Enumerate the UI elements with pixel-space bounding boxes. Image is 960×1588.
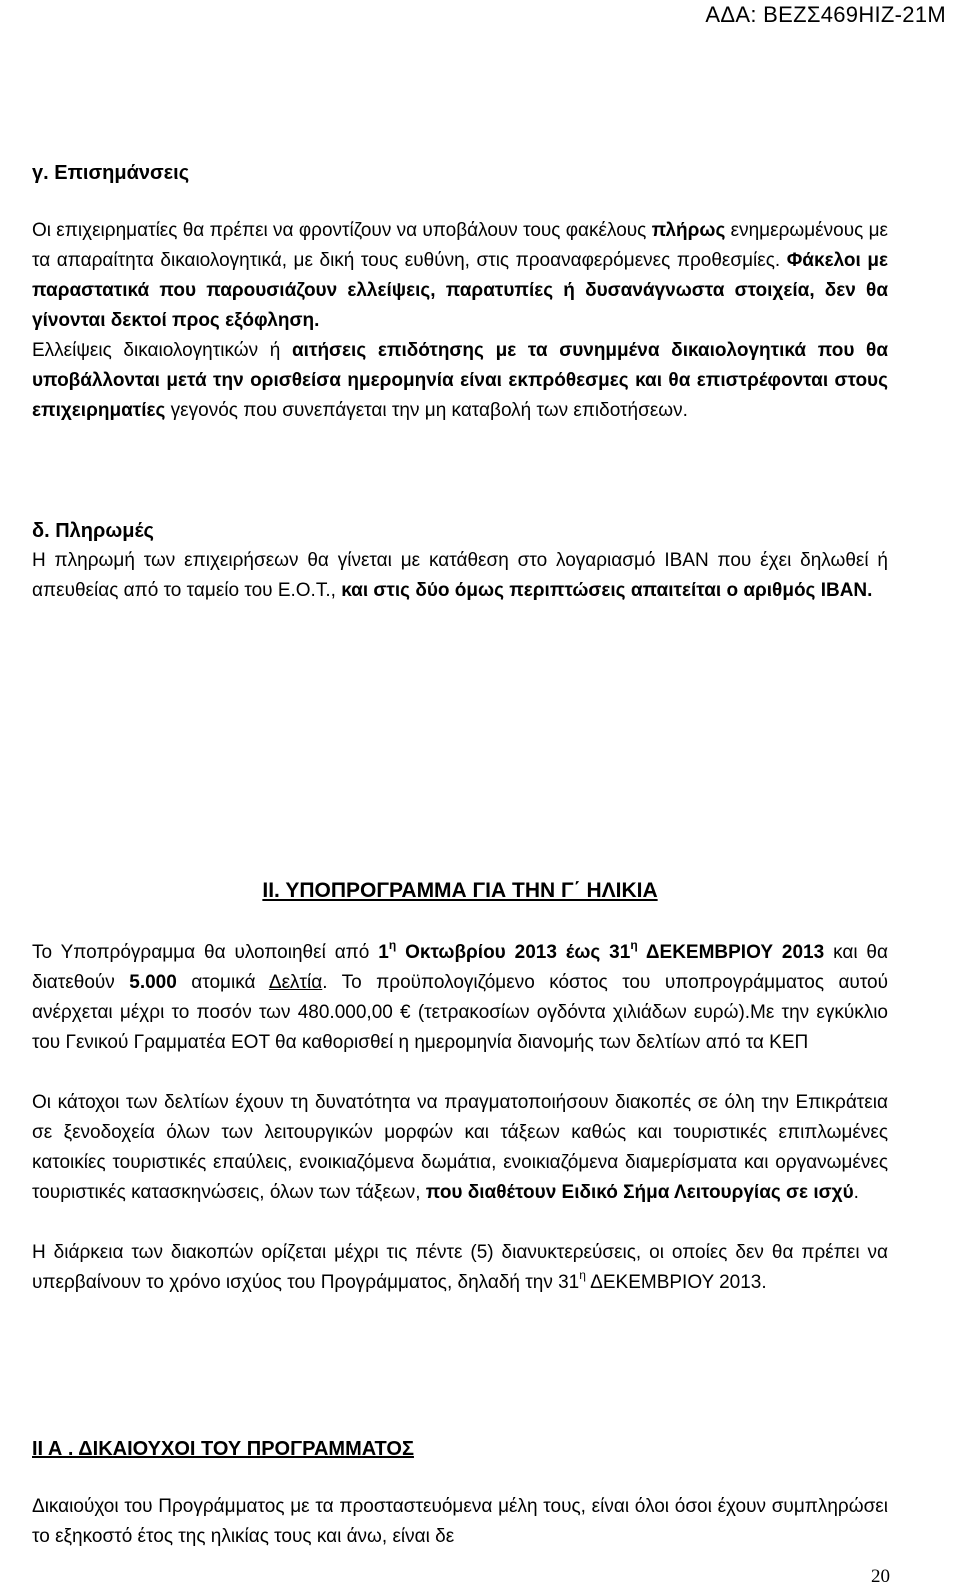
- section-g-title: γ. Επισημάνσεις: [32, 162, 190, 184]
- text-run: . Το προϋπολογιζόμενο κόστος του υποπρογράμματος αυτού ανέρχεται μέχρι το ποσόν των 480.000,00 € (τετρακοσίων ογδόντα χιλιάδων ευρώ).Με την εγκύκλιο του Γενικού Γραμματέα ΕΟΤ θα καθορισθεί η ημερομηνία διανομής των δελτίων από τα ΚΕΠ: [32, 972, 889, 1053]
- text-run: ενημερωμένους με τα απαραίτητα δικαιολογητικά, με δική τους ευθύνη, στις προαναφερόμενες προθεσμίες.: [32, 220, 888, 271]
- text-run-bold: 1: [378, 942, 389, 963]
- superscript: η: [630, 937, 638, 952]
- text-run: Οι κάτοχοι των δελτίων έχουν τη δυνατότητα να πραγματοποιήσουν διακοπές σε όλη την Επικράτεια σε ξενοδοχεία όλων των λειτουργικών μορφών και τάξεων καθώς και τουριστικές επιπλωμένες κατοικίες τουριστικές επαύλεις, ενοικιαζόμενα δωμάτια, ενοικιαζόμενα διαμερίσματα και οργανωμένες τουριστικές κατασκηνώσεις, όλων των τάξεων,: [32, 1092, 888, 1203]
- text-run-bold: Οκτωβρίου 2013 έως 31: [396, 942, 631, 963]
- section-II-paragraph-3: [32, 1238, 888, 1298]
- superscript: η: [388, 937, 397, 952]
- text-run-underlined: Δελτία: [268, 972, 323, 993]
- section-g: [32, 158, 888, 426]
- section-II-title: ΙΙ. ΥΠΟΠΡΟΓΡΑΜΜΑ ΓΙΑ ΤΗΝ Γ΄ ΗΛΙΚΙΑ: [262, 879, 658, 902]
- section-d-title: δ. Πληρωμές: [32, 520, 154, 542]
- text-run: Οι επιχειρηματίες θα πρέπει να φροντίζουν να υποβάλουν τους φακέλους: [32, 220, 652, 241]
- text-run-bold: πλήρως: [651, 220, 726, 241]
- section-IIA-title: ΙΙ Α . ΔΙΚΑΙΟΥΧΟΙ ΤΟΥ ΠΡΟΓΡΑΜΜΑΤΟΣ: [32, 1438, 414, 1460]
- section-d: [32, 516, 888, 606]
- text-run: Η διάρκεια των διακοπών ορίζεται μέχρι τις πέντε (5) διανυκτερεύσεις, οι οποίες δεν θα πρέπει να υπερβαίνουν το χρόνο ισχύος του Προγράμματος, δηλαδή την 31: [32, 1242, 888, 1293]
- text-run: .: [853, 1182, 859, 1203]
- section-II-paragraph-1: [32, 938, 888, 1058]
- superscript: η: [579, 1267, 586, 1282]
- text-run-bold: Φάκελοι με παραστατικά που παρουσιάζουν ελλείψεις, παρατυπίες ή δυσανάγνωστα στοιχεία, δεν θα γίνονται δεκτοί προς εξόφληση.: [32, 250, 888, 331]
- text-run: Το Υποπρόγραμμα θα υλοποιηθεί από: [32, 942, 379, 963]
- section-II: [32, 876, 888, 1298]
- section-II-paragraph-2: [32, 1088, 888, 1208]
- text-run-bold: αιτήσεις επιδότησης με τα συνημμένα δικαιολογητικά που θα υποβάλλονται μετά την ορισθείσα ημερομηνία είναι εκπρόθεσμες και θα επιστρέφονται στους επιχειρηματίες: [32, 340, 888, 421]
- section-g-paragraph-2: [32, 336, 888, 426]
- text-run: Η πληρωμή των επιχειρήσεων θα γίνεται με κατάθεση στο λογαριασμό ΙΒΑΝ που έχει δηλωθεί ή απευθείας από το ταμείο του Ε.Ο.Τ.,: [32, 550, 888, 601]
- text-run: ΔΕΚΕΜΒΡΙΟΥ 2013.: [585, 1272, 767, 1293]
- section-IIA: [32, 1434, 888, 1552]
- text-run: ατομικά: [176, 972, 269, 993]
- section-IIA-paragraph: [32, 1492, 888, 1552]
- page-number: 20: [871, 1566, 890, 1587]
- section-d-paragraph: [32, 546, 888, 606]
- document-code: ΑΔΑ: ΒΕΖΣ469ΗΙΖ-21Μ: [705, 2, 946, 27]
- text-run-bold: 5.000: [129, 972, 177, 993]
- text-run: Δικαιούχοι του Προγράμματος με τα προσταστευόμενα μέλη τους, είναι όλοι όσοι έχουν συμπληρώσει το εξηκοστό έτος της ηλικίας τους και άνω, είναι δε: [32, 1496, 888, 1547]
- text-run: Ελλείψεις δικαιολογητικών ή: [32, 340, 292, 361]
- text-run-bold: και στις δύο όμως περιπτώσεις απαιτείται ο αριθμός ΙΒΑΝ.: [341, 580, 873, 601]
- text-run: γεγονός που συνεπάγεται την μη καταβολή των επιδοτήσεων.: [165, 400, 688, 421]
- section-g-paragraph-1: [32, 216, 888, 336]
- text-run-bold: ΔΕΚΕΜΒΡΙΟΥ 2013: [637, 942, 825, 963]
- text-run: και θα διατεθούν: [32, 942, 888, 993]
- text-run-bold: που διαθέτουν Ειδικό Σήμα Λειτουργίας σε ισχύ: [425, 1182, 854, 1203]
